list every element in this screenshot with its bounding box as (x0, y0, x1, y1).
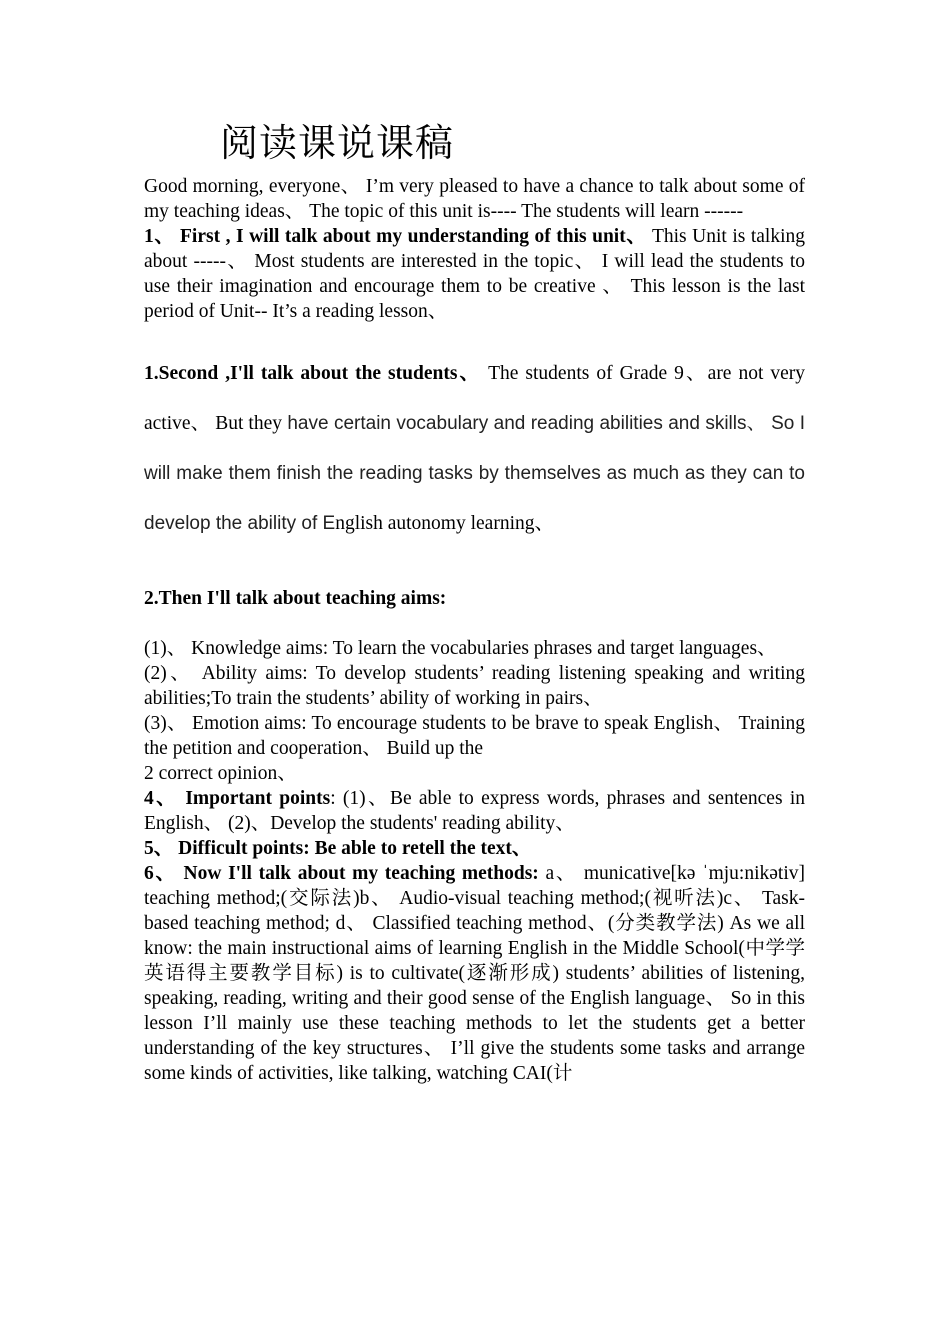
section-4-heading: 4、 Important points (144, 788, 331, 809)
section-6-heading: 6、 Now I'll talk about my teaching methods: (144, 863, 539, 884)
document-body (144, 174, 805, 1086)
section-2-text-sans: have certain vocabulary and reading abilities and skills、 So I will make them finish the reading tasks by themselves as much as they can to develop the ability of E (144, 413, 805, 534)
section-1-paragraph (144, 224, 805, 324)
aim-3: (3)、 Emotion aims: To encourage students to be brave to speak English、 Training the petition and cooperation、 Build up the (144, 713, 805, 759)
section-6-paragraph (144, 861, 805, 1086)
section-2-paragraph (144, 349, 805, 549)
section-4-paragraph (144, 786, 805, 836)
aim-1: (1)、 Knowledge aims: To learn the vocabularies phrases and target languages、 (144, 638, 777, 659)
section-3-heading: 2.Then I'll talk about teaching aims: (144, 588, 447, 609)
aim-3-continued: 2 correct opinion、 (144, 763, 297, 784)
section-5-heading: 5、 Difficult points: Be able to retell the text、 (144, 838, 532, 859)
section-2-text-tail: nglish autonomy learning、 (335, 513, 554, 534)
aim-2: (2)、 Ability aims: To develop students’ reading listening speaking and writing abilities;To train the students’ ability of working in pairs、 (144, 663, 805, 709)
section-2-heading: 1.Second ,I'll talk about the students、 (144, 363, 482, 384)
section-1-heading: 1、 First , I will talk about my understanding of this unit、 (144, 226, 647, 247)
section-1-text: This Unit is talking about -----、 Most students are interested in the topic、 I will lead the students to use their imagination and encourage them to be creative 、 This lesson is the last period of Unit-- It’s a reading lesson、 (144, 226, 805, 322)
section-5-paragraph (144, 836, 805, 861)
section-4-text: : (1)、Be able to express words, phrases and sentences in English、 (2)、Develop the students' reading ability、 (144, 788, 805, 834)
section-6-text: a、 municative[kə ˈmju:nikətiv] teaching method;(交际法)b、 Audio-visual teaching method;(视听法)c、 Task-based teaching method; d、 Classified teaching method、(分类教学法) As we all know: the main instructional aims of learning English in the Middle School(中学学英语得主要教学目标) is to cultivate(逐渐形成) students’ abilities of listening, speaking, reading, writing and their good sense of the English language、 So in this lesson I’ll mainly use these teaching methods to let the students get a better understanding of the key structures、 I’ll give the students some tasks and arrange some kinds of activities, like talking, watching CAI(计 (144, 863, 805, 1084)
intro-paragraph: Good morning, everyone、 I’m very pleased to have a chance to talk about some of my teaching ideas、 The topic of this unit is---- The students will learn ------ (144, 176, 805, 222)
section-3-paragraph (144, 586, 805, 611)
section-2-text-serif: The students of Grade 9、are not very active、 But they (144, 363, 806, 434)
document-title: 阅读课说课稿 (220, 121, 455, 165)
